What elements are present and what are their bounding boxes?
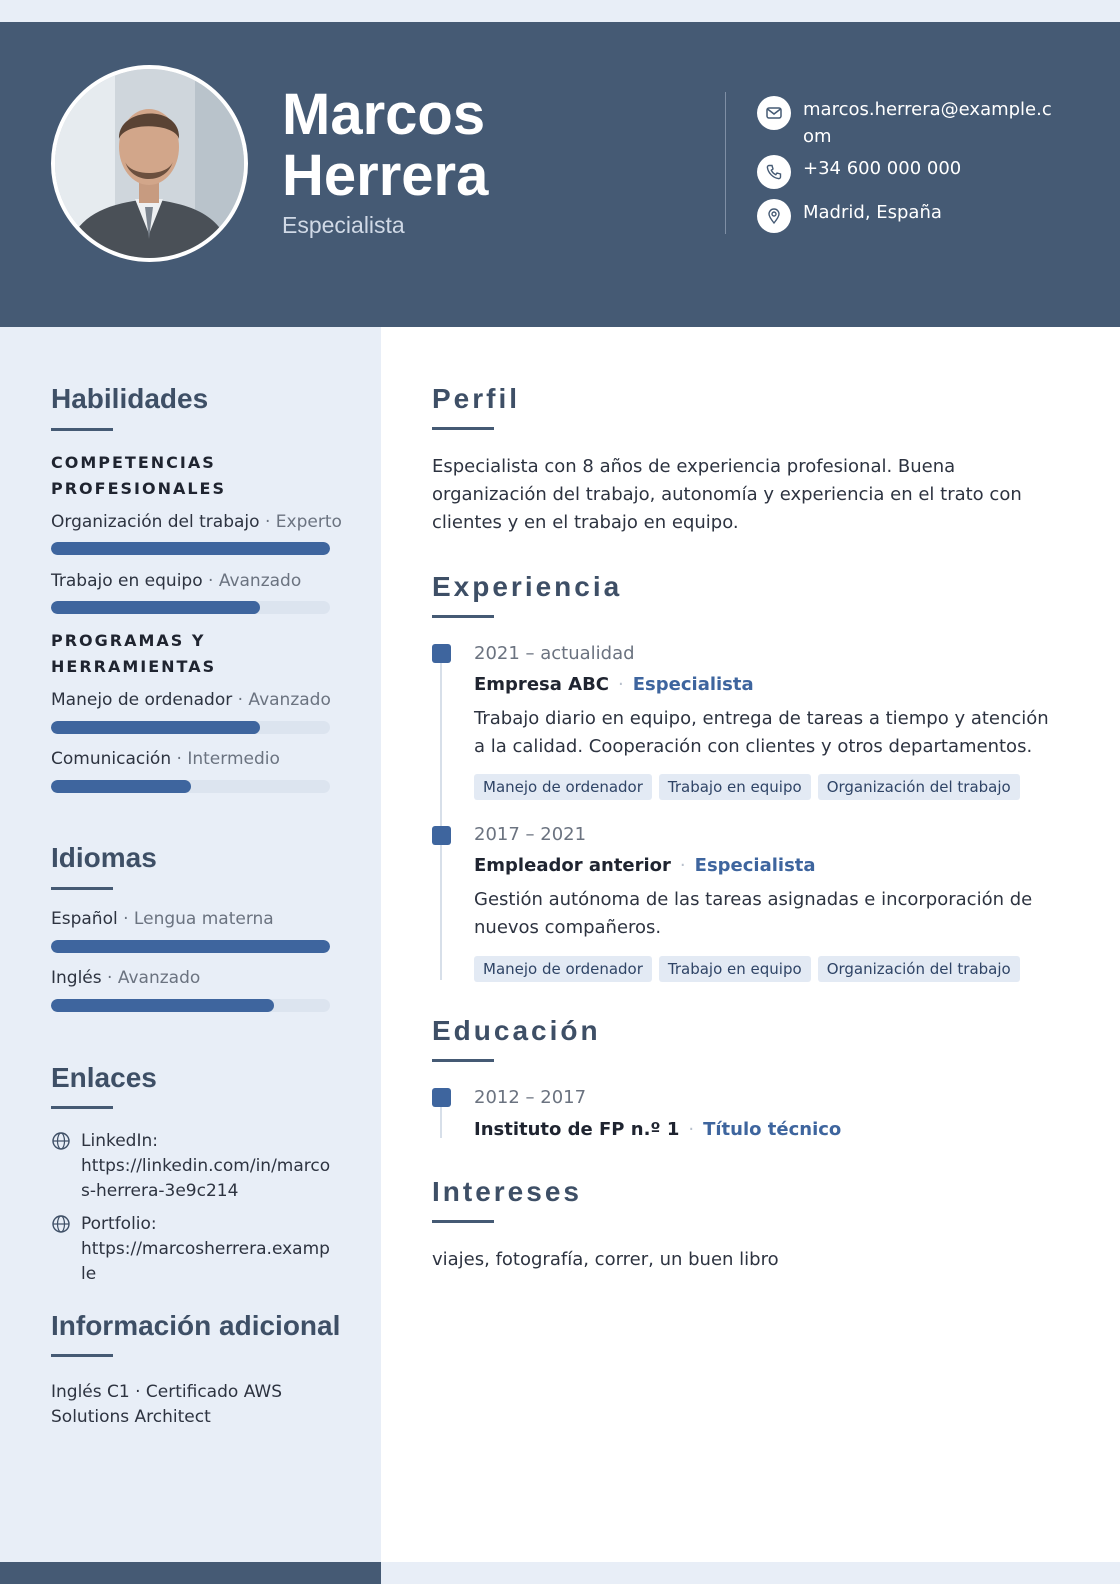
skill-bar [51,721,330,734]
phone-icon [757,155,791,189]
skill-name: Manejo de ordenador [51,690,233,710]
experience-description: Gestión autónoma de las tareas asignadas e incorporación de nuevos compañeros. [474,889,1033,938]
link-text: LinkedIn: https://linkedin.com/in/marcos-herrera-3e9c214 [81,1131,331,1201]
skill-bar [51,542,330,555]
language-name: Inglés [51,968,102,988]
experience-timeline-line [440,650,442,980]
mail-icon [757,96,791,130]
skill-tag: Trabajo en equipo [659,774,811,800]
language-level: · Avanzado [107,968,201,988]
header [0,22,1120,327]
separator-dot: · [688,1119,695,1140]
skill-bar-fill [51,780,191,793]
top-accent-strip [381,0,1120,22]
header-divider [725,92,726,234]
link-portfolio[interactable] [51,1212,331,1287]
profile-heading-underline [432,427,494,430]
skill-label [51,512,342,532]
experience-date: 2017 – 2021 [474,824,587,845]
language-bar [51,940,330,953]
contact-phone[interactable] [757,155,1058,189]
separator-dot: · [618,674,624,695]
language-bar-fill [51,940,330,953]
timeline-marker [432,644,451,663]
experience-org [474,855,816,876]
experience-heading: Experiencia [432,571,623,602]
candidate-role: Especialista [282,212,405,238]
skill-name: Organización del trabajo [51,512,260,532]
contact-email[interactable] [757,96,1058,150]
school-name: Instituto de FP n.º 1 [474,1119,680,1140]
timeline-marker [432,1088,451,1107]
link-linkedin[interactable] [51,1129,331,1204]
skill-tag: Organización del trabajo [818,956,1020,982]
skill-bar-fill [51,721,260,734]
skill-name: Comunicación [51,749,172,769]
education-heading-underline [432,1059,494,1062]
links-heading: Enlaces [51,1062,157,1093]
education-org [474,1119,841,1140]
skill-label [51,571,301,591]
globe-icon [51,1131,71,1151]
skill-label [51,690,331,710]
skill-level: · Avanzado [237,690,331,710]
experience-tags [474,774,1020,800]
profile-text: Especialista con 8 años de experiencia profesional. Buena organización del trabajo, autonomía y experiencia en el trato con clientes y en el trabajo en equipo. [432,456,1022,533]
company-name: Empleador anterior [474,855,671,876]
bottom-accent-strip-left [0,1562,381,1584]
interests-heading-underline [432,1220,494,1223]
languages-heading: Idiomas [51,842,157,873]
skill-level: · Intermedio [176,749,280,769]
location-pin-icon [757,199,791,233]
contact-email-text: marcos.herrera@example.com [803,99,1052,147]
timeline-marker [432,826,451,845]
skills-heading: Habilidades [51,383,209,414]
skills-heading-underline [51,428,113,431]
name-line-first: Marcos [282,82,486,147]
globe-icon [51,1214,71,1234]
additional-info-text: Inglés C1 · Certificado AWS Solutions Architect [51,1382,282,1427]
skill-level: · Avanzado [208,571,302,591]
experience-date: 2021 – actualidad [474,643,635,664]
language-name: Español [51,909,118,929]
skill-tag: Trabajo en equipo [659,956,811,982]
languages-heading-underline [51,887,113,890]
skill-name: Trabajo en equipo [51,571,203,591]
contact-location [757,199,1058,233]
skill-bar-fill [51,601,260,614]
language-label [51,909,274,929]
language-bar [51,999,330,1012]
experience-heading-underline [432,615,494,618]
contact-phone-text: +34 600 000 000 [803,158,962,179]
experience-org [474,674,754,695]
interests-heading: Intereses [432,1176,582,1207]
link-text: Portfolio: https://marcosherrera.example [81,1214,330,1284]
bottom-accent-strip-right [381,1562,1120,1584]
skill-tag: Manejo de ordenador [474,956,652,982]
links-heading-underline [51,1106,113,1109]
language-label [51,968,200,988]
job-title: Especialista [632,674,754,695]
skill-bar [51,780,330,793]
language-level: · Lengua materna [123,909,274,929]
experience-tags [474,956,1020,982]
skill-level: · Experto [264,512,342,532]
skill-category-label: PROGRAMAS Y HERRAMIENTAS [51,631,217,676]
skill-label [51,749,280,769]
education-date: 2012 – 2017 [474,1087,587,1108]
name-line-last: Herrera [282,143,489,208]
skill-tag: Manejo de ordenador [474,774,652,800]
separator-dot: · [679,855,686,876]
education-heading: Educación [432,1015,601,1046]
skill-bar-fill [51,542,330,555]
avatar [51,65,248,262]
company-name: Empresa ABC [474,674,610,695]
additional-info-heading-underline [51,1354,113,1357]
skill-tag: Organización del trabajo [818,774,1020,800]
candidate-name [282,84,488,206]
contact-location-text: Madrid, España [803,202,942,223]
interests-text: viajes, fotografía, correr, un buen libro [432,1249,779,1270]
language-bar-fill [51,999,274,1012]
profile-heading: Perfil [432,383,521,414]
additional-info-heading: Información adicional [51,1310,341,1341]
skill-category-label: COMPETENCIAS PROFESIONALES [51,453,227,498]
experience-description: Trabajo diario en equipo, entrega de tareas a tiempo y atención a la calidad. Cooperación con clientes y otros departamentos. [474,708,1049,757]
degree-title: Título técnico [703,1119,842,1140]
skill-bar [51,601,330,614]
job-title: Especialista [694,855,816,876]
